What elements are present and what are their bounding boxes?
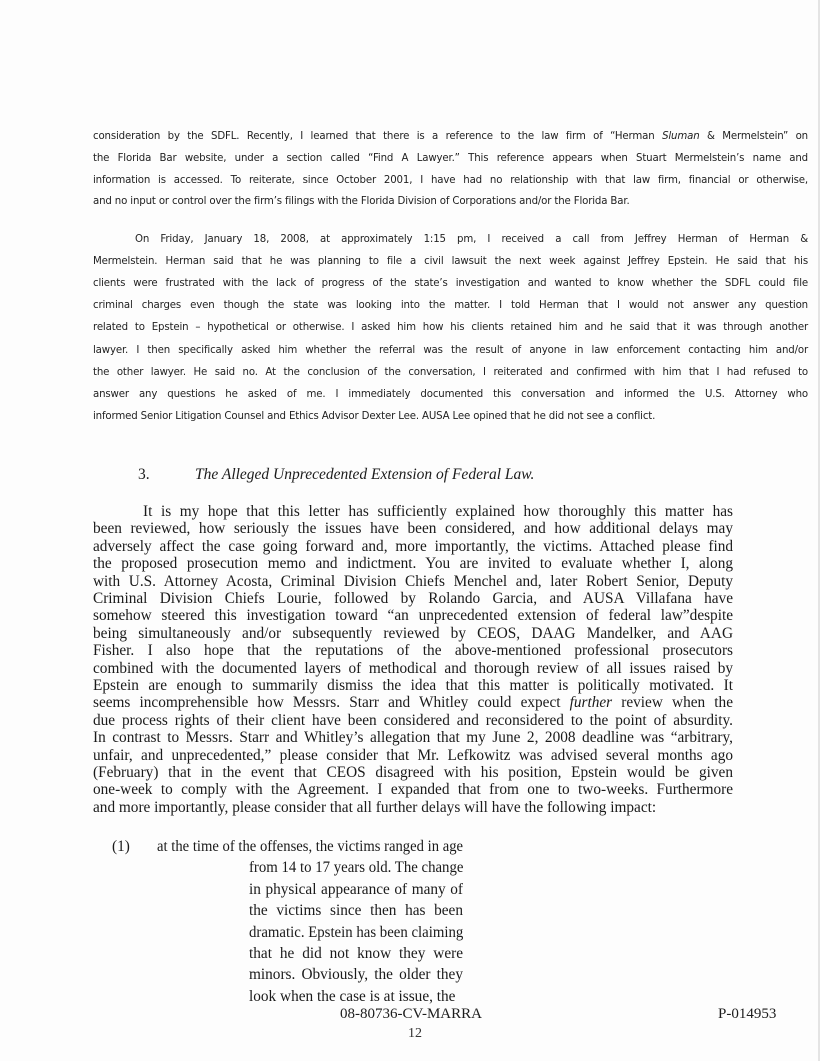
text-line: (February) that in the event that CEOS disagreed with his position, Epstein would be given xyxy=(93,764,733,781)
text-line: being simultaneously and/or subsequently reviewed by CEOS, DAAG Mandelker, and AAG xyxy=(93,624,733,642)
text-line: that he did not know they were xyxy=(249,945,463,962)
text-line: answer any questions he asked of me. I immediately documented this conversation and informed the U.S. Attorney who xyxy=(93,388,808,400)
text-line: unfair, and unprecedented,” please consider that Mr. Lefkowitz was advised several months ago xyxy=(93,746,733,764)
text-line: been reviewed, how seriously the issues have been considered, and how additional delays may xyxy=(93,520,733,538)
text-line: On Friday, January 18, 2008, at approximately 1:15 pm, I received a call from Jeffrey Herman of Herman & xyxy=(135,234,808,245)
italic-text: further xyxy=(569,694,613,712)
text-line: Criminal Division Chiefs Lourie, followed by Rolando Garcia, and AUSA Villafana have xyxy=(93,590,733,607)
text-line: clients were frustrated with the lack of progress of the state’s investigation and wanted to know whether the SDFL could file xyxy=(93,278,808,290)
text-line: Epstein are enough to summarily dismiss the idea that this matter is politically motivated. It xyxy=(93,677,733,694)
text-line: at the time of the offenses, the victims ranged in age xyxy=(157,838,463,855)
text-segment: review when the xyxy=(612,694,733,712)
text-line: in physical appearance of many of xyxy=(249,880,463,898)
text-line xyxy=(93,694,733,711)
text-line: and no input or control over the firm’s filings with the Florida Division of Corporations and/or the Florida Bar. xyxy=(93,196,630,208)
text-line: one-week to comply with the Agreement. I expanded that from one to two-weeks. Furthermore xyxy=(93,781,733,799)
text-line: adversely affect the case going forward and, more importantly, the victims. Attached please find xyxy=(93,537,733,555)
bates-number: P-014953 xyxy=(718,1006,777,1022)
text-line: with U.S. Attorney Acosta, Criminal Division Chiefs Menchel and, later Robert Senior, Deputy xyxy=(93,572,733,590)
text-line: the victims since then has been xyxy=(249,902,463,920)
text-segment: & Mermelstein” on xyxy=(699,131,808,142)
text-line: Fisher. I also hope that the reputations of the above-mentioned professional prosecutors xyxy=(93,642,733,660)
italic-text: Sluman xyxy=(662,131,700,142)
text-line: combined with the documented layers of methodical and thorough review of all issues raised by xyxy=(93,659,733,677)
text-segment: consideration by the SDFL. Recently, I learned that there is a reference to the law firm of “Herman xyxy=(93,131,663,142)
text-line: and more importantly, please consider that all further delays will have the following impact: xyxy=(93,798,657,816)
text-line: somehow steered this investigation toward “an unprecedented extension of federal law”despite xyxy=(93,607,733,625)
text-line: dramatic. Epstein has been claiming xyxy=(249,923,464,941)
text-line: informed Senior Litigation Counsel and Ethics Advisor Dexter Lee. AUSA Lee opined that he did not see a conflict. xyxy=(93,410,656,422)
text-line: the other lawyer. He said no. At the conclusion of the conversation, I reiterated and confirmed with him that I had refused to xyxy=(93,366,808,378)
list-item-number: (1) xyxy=(112,838,130,855)
text-line: look when the case is at issue, the xyxy=(249,987,456,1005)
text-line: In contrast to Messrs. Starr and Whitley’s allegation that my June 2, 2008 deadline was “arbitrary, xyxy=(93,729,733,747)
text-line: the Florida Bar website, under a section called “Find A Lawyer.” This reference appears when Stuart Mermelstein’s name and xyxy=(93,152,808,164)
case-number: 08-80736-CV-MARRA xyxy=(340,1006,482,1022)
text-line: Mermelstein. Herman said that he was planning to file a civil lawsuit the next week against Jeffrey Epstein. He said that his xyxy=(93,256,808,268)
text-segment: seems incomprehensible how Messrs. Starr and Whitley could expect xyxy=(93,694,570,712)
text-line xyxy=(93,130,808,143)
text-line: related to Epstein – hypothetical or otherwise. I asked him how his clients retained him and he said that it was through another xyxy=(93,322,808,334)
text-line: It is my hope that this letter has sufficiently explained how thoroughly this matter has xyxy=(143,503,733,520)
text-line: due process rights of their client have been considered and reconsidered to the point of absurdity. xyxy=(93,711,733,729)
text-line: the proposed prosecution memo and indictment. You are invited to evaluate whether I, along xyxy=(93,555,733,573)
page-number: 12 xyxy=(408,1026,422,1041)
text-line: information is accessed. To reiterate, since October 2001, I have had no relationship with that law firm, financial or otherwise, xyxy=(93,174,808,186)
text-line: from 14 to 17 years old. The change xyxy=(249,859,464,877)
text-line: minors. Obviously, the older they xyxy=(249,966,463,984)
section-title: The Alleged Unprecedented Extension of Federal Law. xyxy=(195,466,535,483)
text-line: criminal charges even though the state was looking into the matter. I told Herman that I would not answer any question xyxy=(93,300,808,312)
section-number: 3. xyxy=(138,466,150,483)
text-line: lawyer. I then specifically asked him whether the referral was the result of anyone in law enforcement contacting him and/or xyxy=(93,344,808,356)
